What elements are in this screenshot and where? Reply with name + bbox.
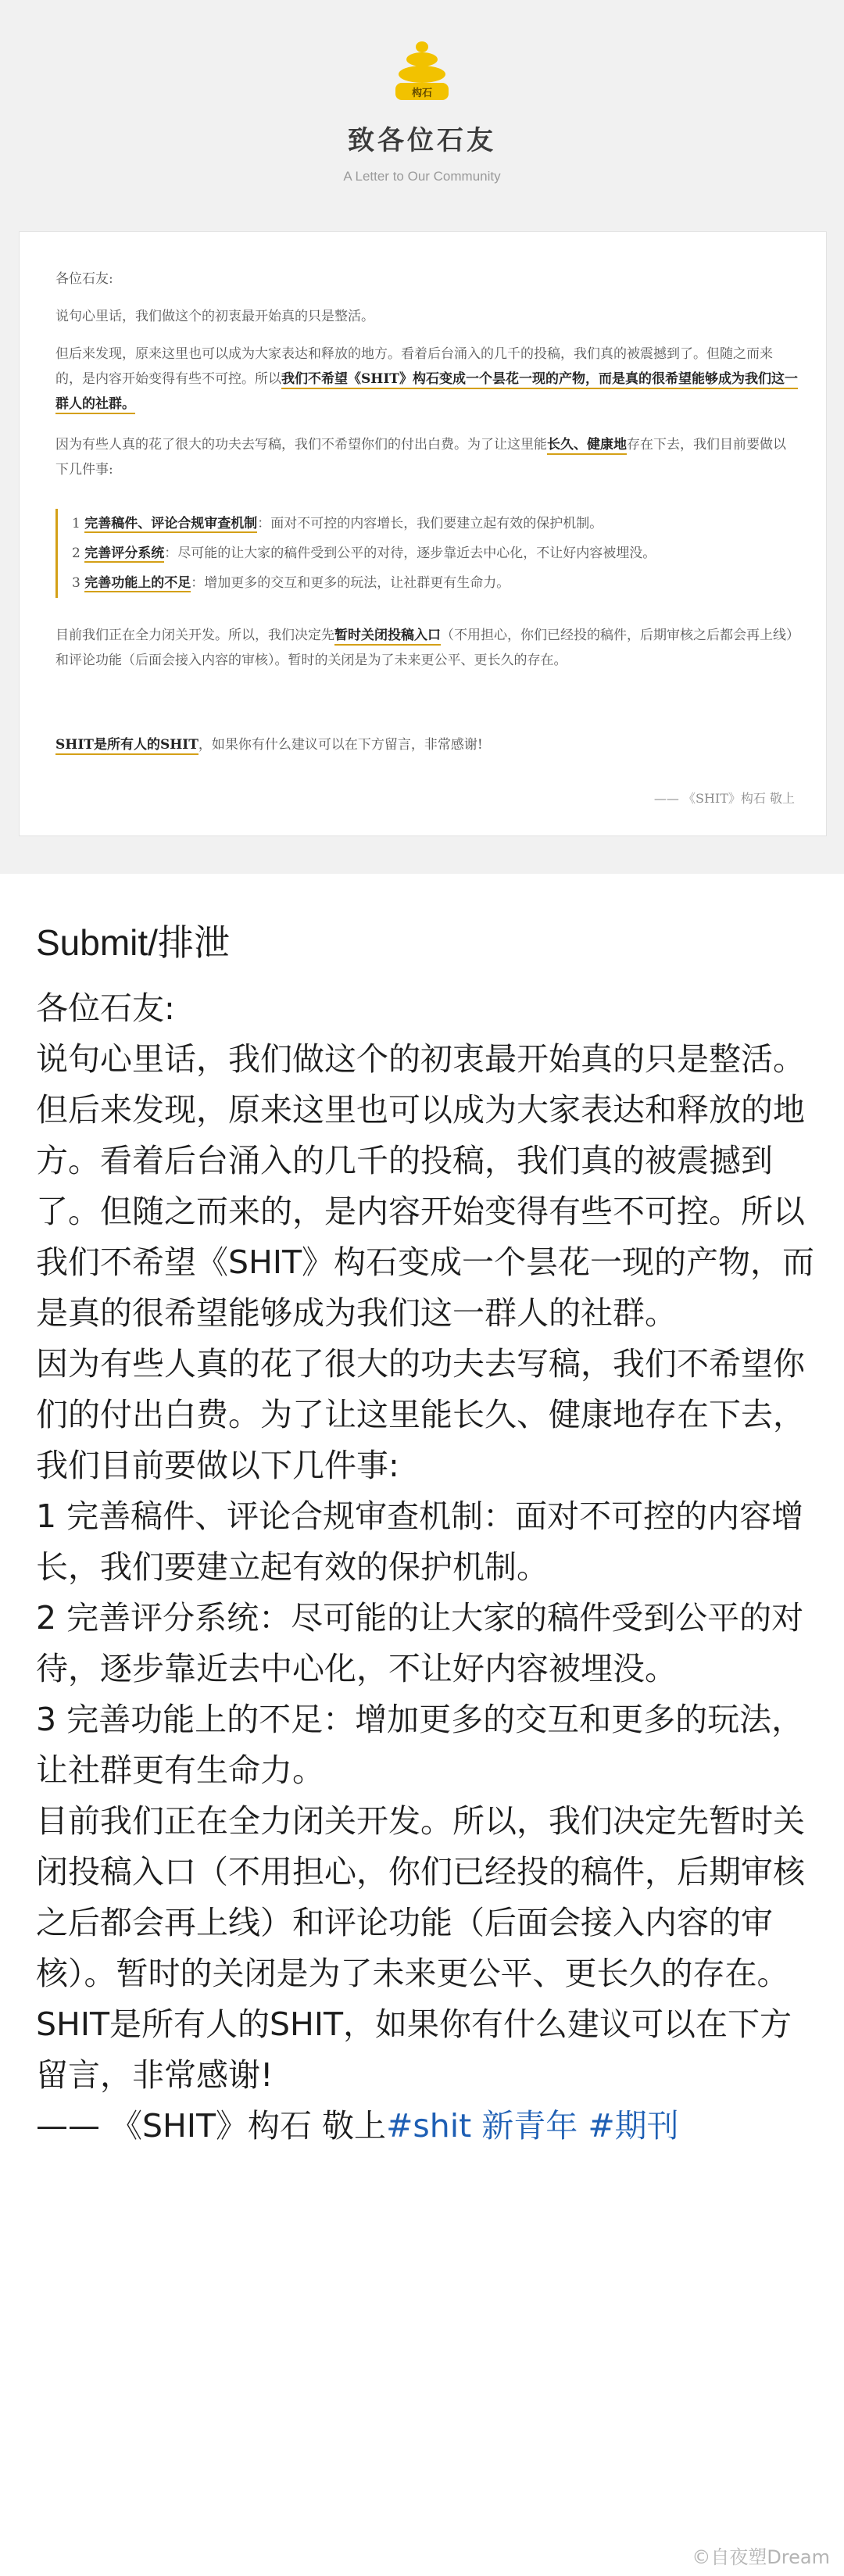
letter-task-item: 1 完善稿件、评论合规审查机制：面对不可控的内容增长，我们要建立起有效的保护机制。 <box>72 516 603 531</box>
post-list-item-2: 2 完善评分系统：尽可能的让大家的稿件受到公平的对待，逐步靠近去中心化，不让好内容被埋没。 <box>36 1599 804 1687</box>
letter-highlight-shit: SHIT是所有人的SHIT <box>55 737 198 755</box>
post-signoff: —— 《SHIT》构石 敬上 <box>36 2107 387 2145</box>
letter-highlight-community: 我们不希望《SHIT》构石变成一个昙花一现的产物，而是真的很希望能够成为我们这一群人的社群。 <box>55 371 798 414</box>
letter-highlight-close-submission: 暂时关闭投稿入口 <box>334 628 441 646</box>
post-paragraph-1: 说句心里话，我们做这个的初衷最开始真的只是整活。 <box>36 1040 805 1078</box>
letter-task-list <box>55 509 798 598</box>
post-paragraph-5: SHIT是所有人的SHIT，如果你有什么建议可以在下方留言，非常感谢! <box>36 2005 792 2094</box>
letter-paragraph-2: 但后来发现，原来这里也可以成为大家表达和释放的地方。看着后台涌入的几千的投稿，我们真的被震撼到了。但随之而来的，是内容开始变得有些不可控。所以我们不希望《SHIT》构石变成一个昙花一现的产物，而是真的很希望能够成为我们这一群人的社群。 <box>55 342 798 417</box>
post-paragraph-2: 但后来发现，原来这里也可以成为大家表达和释放的地方。看着后台涌入的几千的投稿，我们真的被震撼到了。但随之而来的，是内容开始变得有些不可控。所以我们不希望《SHIT》构石变成一个昙花一现的产物，而是真的很希望能够成为我们这一群人的社群。 <box>36 1091 814 1332</box>
post-list-item-1: 1 完善稿件、评论合规审查机制：面对不可控的内容增长，我们要建立起有效的保护机制。 <box>36 1497 804 1586</box>
post-salutation: 各位石友: <box>36 989 175 1027</box>
letter-paragraph-3: 因为有些人真的花了很大的功夫去写稿，我们不希望你们的付出白费。为了让这里能长久、健康地存在下去，我们目前要做以下几件事: <box>55 437 786 478</box>
letter-highlight-long-healthy: 长久、健康地 <box>547 437 627 455</box>
weibo-watermark: ©自夜塑Dream <box>692 2546 830 2568</box>
letter-paragraph-4: 目前我们正在全力闭关开发。所以，我们决定先暂时关闭投稿入口（不用担心，你们已经投的稿件，后期审核之后都会再上线）和评论功能（后面会接入内容的审核）。暂时的关闭是为了未来更公平、更长久的存在。 <box>55 628 793 668</box>
post-signoff-line <box>36 2101 817 2152</box>
letter-subtitle: A Letter to Our Community <box>343 169 501 184</box>
hashtag-journal[interactable]: #期刊 <box>588 2107 679 2145</box>
letter-task-item: 3 完善功能上的不足：增加更多的交互和更多的玩法，让社群更有生命力。 <box>72 575 510 591</box>
post-body <box>36 983 817 2152</box>
letter-task-item: 2 完善评分系统：尽可能的让大家的稿件受到公平的对待，逐步靠近去中心化，不让好内容被埋没。 <box>72 546 656 561</box>
letter-paragraph-1: 说句心里话，我们做这个的初衷最开始真的只是整活。 <box>55 309 374 324</box>
post-paragraph-3: 因为有些人真的花了很大的功夫去写稿，我们不希望你们的付出白费。为了让这里能长久、健康地存在下去，我们目前要做以下几件事: <box>36 1345 805 1484</box>
logo-text: 构石 <box>411 88 433 99</box>
letter-title: 致各位石友 <box>348 125 496 156</box>
post-list-item-3: 3 完善功能上的不足：增加更多的交互和更多的玩法，让社群更有生命力。 <box>36 1701 804 1789</box>
hashtag-shit-new-youth[interactable]: #shit 新青年 <box>386 2107 578 2145</box>
letter-salutation: 各位石友: <box>55 271 113 287</box>
poop-logo-icon <box>391 38 453 105</box>
post-heading: Submit/排泄 <box>36 922 230 963</box>
letter-signoff: —— 《SHIT》构石 敬上 <box>653 791 795 806</box>
letter-image[interactable] <box>0 0 844 874</box>
letter-paper <box>19 231 827 836</box>
post-paragraph-4: 目前我们正在全力闭关开发。所以，我们决定先暂时关闭投稿入口（不用担心，你们已经投的稿件，后期审核之后都会再上线）和评论功能（后面会接入内容的审核）。暂时的关闭是为了未来更公平、更长久的存在。 <box>36 1802 805 1992</box>
letter-paragraph-5: SHIT是所有人的SHIT，如果你有什么建议可以在下方留言，非常感谢! <box>55 732 798 757</box>
